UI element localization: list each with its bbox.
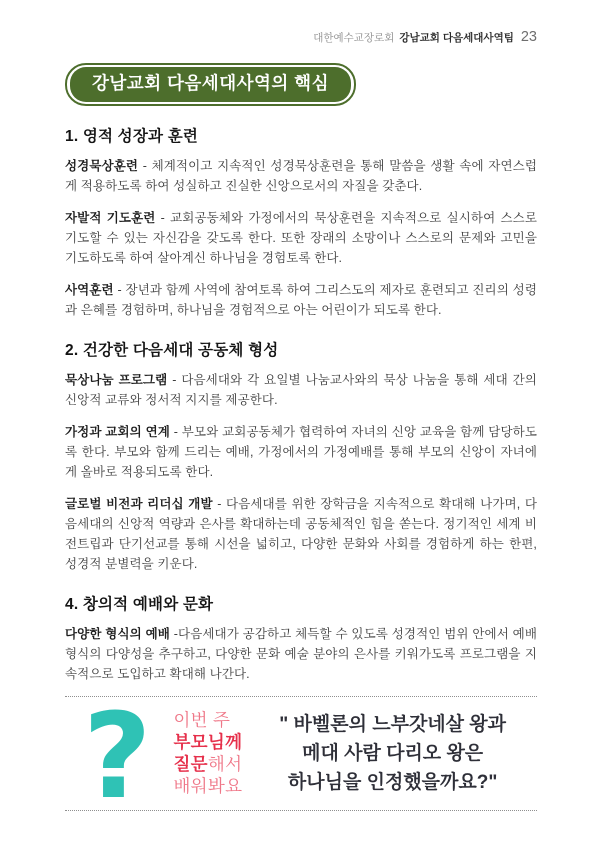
weekly-question-quote xyxy=(242,710,537,797)
paragraph xyxy=(65,156,537,196)
label-line: 이번 주 xyxy=(173,710,231,730)
quote-line: 하나님을 인정했을까요?" xyxy=(287,771,498,793)
section-community xyxy=(65,338,537,574)
label-line-bold-part: 질문 xyxy=(173,754,208,774)
label-line-light-part: 해서 xyxy=(207,754,243,774)
paragraph xyxy=(65,422,537,482)
paragraph-body: - 교회공동체와 가정에서의 묵상훈련을 지속적으로 실시하여 스스로 기도할 수 있는 자신감을 갖도록 한다. 또한 장래의 소망이나 스스로의 문제와 고민을 기도하도록 하여 살아계신 하나님을 경험토록 한다. xyxy=(65,210,537,265)
paragraph xyxy=(65,280,537,320)
quote-line: " 바벨론의 느부갓네살 왕과 xyxy=(279,713,507,735)
page-title: 강남교회 다음세대사역의 핵심 xyxy=(70,67,351,102)
paragraph-term: 사역훈련 xyxy=(65,282,114,297)
running-header xyxy=(65,30,537,46)
paragraph-body: -다음세대가 공감하고 체득할 수 있도록 성경적인 범위 안에서 예배형식의 다양성을 추구하고, 다양한 문화 예술 분야의 은사를 키워가도록 프로그램을 지속적으로 도입하고 확대해 나간다. xyxy=(65,626,538,681)
paragraph xyxy=(65,494,537,574)
section-heading: 2. 건강한 다음세대 공동체 형성 xyxy=(65,341,279,359)
paragraph-body: - 다음세대와 각 요일별 나눔교사와의 묵상 나눔을 통해 세대 간의 신앙적 교류와 정서적 지지를 제공한다. xyxy=(65,372,537,407)
paragraph-body: - 체계적이고 지속적인 성경묵상훈련을 통해 말씀을 생활 속에 자연스럽게 적용하도록 하여 성실하고 진실한 신앙으로서의 자질을 갖춘다. xyxy=(65,158,537,193)
paragraph-term: 자발적 기도훈련 xyxy=(65,210,156,225)
title-badge xyxy=(65,63,356,106)
paragraph xyxy=(65,208,537,268)
quote-line: 메대 사람 다리오 왕은 xyxy=(302,742,484,764)
section-spiritual-growth xyxy=(65,124,537,320)
header-org-name: 대한예수교장로회 xyxy=(313,32,395,44)
section-creative-worship xyxy=(65,592,537,684)
paragraph xyxy=(65,624,537,684)
paragraph-term: 다양한 형식의 예배 xyxy=(65,626,170,641)
weekly-question-box xyxy=(65,687,537,825)
label-line: 배워봐요 xyxy=(173,776,243,796)
paragraph-term: 가정과 교회의 연계 xyxy=(65,424,170,439)
title-badge-wrap xyxy=(65,63,537,106)
weekly-question-label xyxy=(173,709,242,797)
question-mark-icon: ? xyxy=(83,687,152,825)
paragraph-body: - 다음세대를 위한 장학금을 지속적으로 확대해 나가며, 다음세대의 신앙적 역량과 은사를 확대하는데 공동체적인 힘을 쏟는다. 정기적인 세계 비전트립과 단기선교를 통해 시선을 넓히고, 다양한 문화와 사회를 경험하게 하는 한편, 성경적 분별력을 키운다. xyxy=(65,496,538,571)
section-heading: 1. 영적 성장과 훈련 xyxy=(65,127,199,145)
page-number: 23 xyxy=(520,29,537,45)
label-line xyxy=(173,753,242,775)
paragraph-body: - 부모와 교회공동체가 협력하여 자녀의 신앙 교육을 함께 담당하도록 한다. 부모와 함께 드리는 예배, 가정에서의 가정예배를 통해 부모의 신앙이 자녀에게 올바로 적용되도록 한다. xyxy=(65,424,538,479)
paragraph-body: - 장년과 함께 사역에 참여토록 하여 그리스도의 제자로 훈련되고 진리의 성령과 은혜를 경험하며, 하나님을 경험적으로 아는 어린이가 되도록 한다. xyxy=(65,282,538,317)
label-line: 부모님께 xyxy=(173,732,243,752)
paragraph-term: 성경묵상훈련 xyxy=(65,158,139,173)
paragraph xyxy=(65,370,537,410)
paragraph-term: 글로벌 비전과 리더십 개발 xyxy=(65,496,213,511)
paragraph-term: 묵상나눔 프로그램 xyxy=(65,372,168,387)
section-heading: 4. 창의적 예배와 문화 xyxy=(65,595,214,613)
header-team-name: 강남교회 다음세대사역팀 xyxy=(399,32,514,44)
